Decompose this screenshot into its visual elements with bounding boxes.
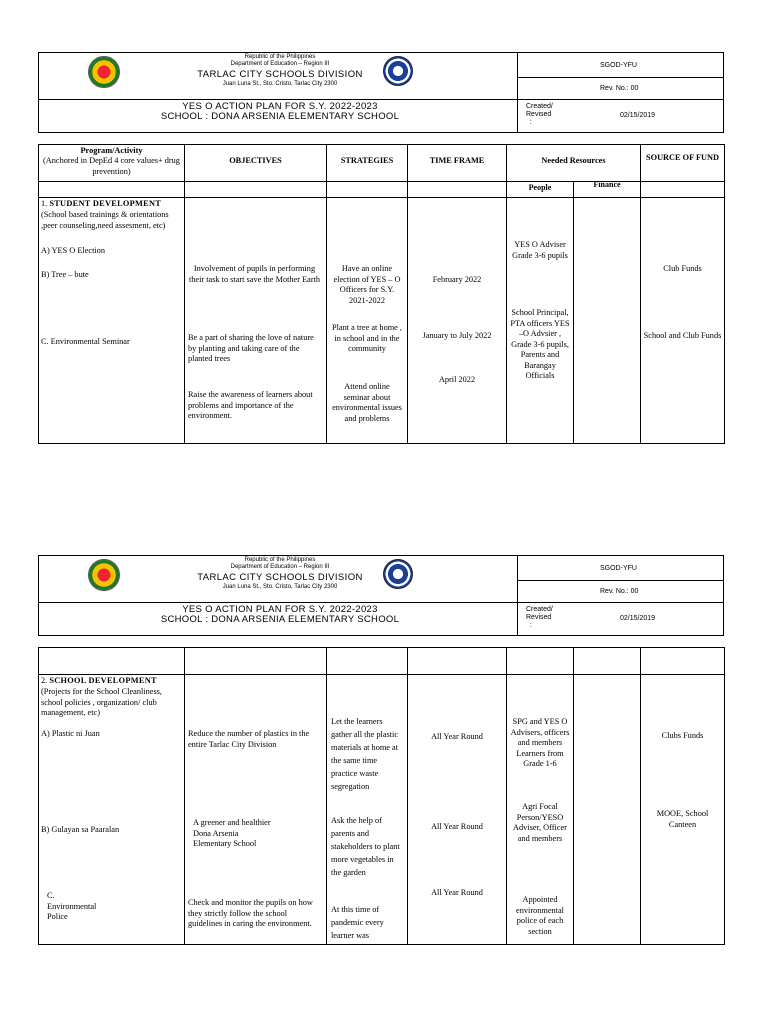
section1-str1: Have an online election of YES – O Officers for S.Y. 2021-2022	[333, 264, 401, 305]
section2-str2: Ask the help of parents and stakeholders to plant more vegetables in the garden	[331, 816, 400, 877]
section1-obj1: Involvement of pupils in performing their task to start save the Mother Earth	[188, 264, 321, 284]
section1-strategies-cell	[327, 198, 408, 444]
header-code: SGOD-YFU	[600, 62, 637, 69]
section2-obj2: A greener and healthier Dona Arsenia Elementary School	[193, 818, 271, 848]
created-date: 02/15/2019	[620, 615, 656, 622]
school-name: SCHOOL : DONA ARSENIA ELEMENTARY SCHOOL	[160, 614, 400, 625]
header-needed-resources: Needed Resources	[507, 145, 641, 182]
section2-people2: Agri Focal Person/YESO Adviser, Officer and members	[513, 802, 567, 843]
header-department: Department of Education – Region III	[230, 61, 330, 67]
section2-strategies-cell	[327, 675, 408, 945]
plan-title: YES O ACTION PLAN FOR S.Y. 2022-2023	[182, 604, 378, 615]
section1-desc: (School based trainings & orientations ,peer counseling,need assesment, etc)	[41, 210, 169, 230]
section2-finance-cell	[574, 675, 641, 945]
header-code: SGOD-YFU	[600, 565, 637, 572]
header-objectives: OBJECTIVES	[185, 145, 327, 182]
section2-time1: All Year Round	[431, 732, 483, 741]
section1-time3: April 2022	[438, 375, 476, 384]
section1-finance-cell	[574, 198, 641, 444]
section2-program-cell: 2. SCHOOL DEVELOPMENT (Projects for the School Cleanliness, school policies , organization/ club management, etc) A) Plastic ni Juan B) Gulayan sa Paaralan C. Environmental Police	[39, 675, 185, 945]
section2-fund-cell	[641, 675, 725, 945]
deped-division-seal	[88, 56, 120, 88]
section2-people1: SPG and YES O Advisers, officers and members Learners from Grade 1-6	[510, 717, 570, 768]
header-address: Juan Luna St., Sto. Cristo, Tarlac City 2300	[222, 584, 338, 590]
page2-header-divider	[517, 555, 518, 603]
header-rev: Rev. No.: 00	[600, 85, 639, 92]
header-program: Program/Activity (Anchored in DepEd 4 core values+ drug prevention)	[39, 145, 185, 182]
section1-obj2: Be a part of sharing the love of nature by planting and taking care of the planted trees	[188, 333, 314, 363]
section1-fund2: School and Club Funds	[643, 331, 722, 340]
section1-time1: February 2022	[432, 275, 482, 284]
section2-people-cell	[507, 675, 574, 945]
section2-time3: All Year Round	[431, 888, 483, 897]
header-division: TARLAC CITY SCHOOLS DIVISION	[197, 69, 363, 80]
section2-str3: At this time of pandemic every learner was	[331, 905, 384, 940]
page2-title-divider	[517, 602, 518, 636]
header-people: People	[507, 182, 574, 198]
section1-objectives-cell	[185, 198, 327, 444]
header-address: Juan Luna St., Sto. Cristo, Tarlac City 2300	[222, 81, 338, 87]
action-plan-table-2	[38, 647, 725, 945]
page1-header-divider	[517, 52, 518, 100]
section1-str3: Attend online seminar about environmental issues and problems	[332, 382, 402, 423]
section2-obj3: Check and monitor the pupils on how they strictly follow the school guidelines in caring the environment.	[188, 898, 313, 928]
section1-people-cell	[507, 198, 574, 444]
deped-division-seal	[88, 559, 120, 591]
section1-item-c: C. Environmental Seminar	[41, 337, 130, 346]
section1-item-a: A) YES O Election	[41, 246, 105, 255]
plan-title: YES O ACTION PLAN FOR S.Y. 2022-2023	[182, 101, 378, 112]
school-name: SCHOOL : DONA ARSENIA ELEMENTARY SCHOOL	[160, 111, 400, 122]
header-rev: Rev. No.: 00	[600, 588, 639, 595]
section1-people1: YES O Adviser Grade 3-6 pupils	[512, 240, 568, 260]
section2-obj1: Reduce the number of plastics in the entire Tarlac City Division	[188, 729, 310, 749]
section2-fund2: MOOE, School Canteen	[656, 809, 709, 829]
section1-fund-cell	[641, 198, 725, 444]
section2-str1: Let the learners gather all the plastic materials at home at the same time practice waste segregation	[331, 717, 399, 791]
section2-item-a: A) Plastic ni Juan	[41, 729, 100, 738]
section2-people3: Appointed environmental police of each section	[516, 895, 564, 936]
section1-fund1: Club Funds	[663, 264, 702, 273]
section1-people2: School Principal, PTA officers YES –O Advsier , Grade 3-6 pupils, Parents and Barangay Officials	[510, 308, 570, 380]
section1-time-cell	[408, 198, 507, 444]
section2-time-cell	[408, 675, 507, 945]
section1-time2: January to July 2022	[422, 331, 492, 340]
section2-item-b: B) Gulayan sa Paaralan	[41, 825, 120, 834]
header-division: TARLAC CITY SCHOOLS DIVISION	[197, 572, 363, 583]
header-strategies: STRATEGIES	[327, 145, 408, 182]
section2-fund1: Clubs Funds	[661, 731, 704, 740]
section2-time2: All Year Round	[431, 822, 483, 831]
created-label: Created/ Revised :	[526, 606, 553, 629]
created-date: 02/15/2019	[620, 112, 656, 119]
header-finance: Finance	[574, 182, 641, 198]
section2-title: SCHOOL DEVELOPMENT	[49, 676, 157, 685]
section2-item-c: C. Environmental Police	[47, 891, 97, 921]
section1-item-b: B) Tree – bute	[41, 270, 89, 279]
created-label: Created/ Revised :	[526, 103, 553, 126]
section2-objectives-cell	[185, 675, 327, 945]
section2-desc: (Projects for the School Cleanliness, school policies , organization/ club management, etc)	[41, 687, 162, 717]
header-time-frame: TIME FRAME	[408, 145, 507, 182]
section1-title: STUDENT DEVELOPMENT	[49, 199, 162, 208]
action-plan-table-1	[38, 144, 725, 444]
header-republic: Republic of the Philippines	[244, 54, 316, 60]
page2-header-right-line	[517, 580, 724, 581]
page1-title-divider	[517, 99, 518, 133]
page1-header-right-line	[517, 77, 724, 78]
section1-obj3: Raise the awareness of learners about problems and importance of the environment.	[188, 390, 313, 420]
header-republic: Republic of the Philippines	[244, 557, 316, 563]
section1-program-cell: 1. STUDENT DEVELOPMENT (School based trainings & orientations ,peer counseling,need assesment, etc) A) YES O Election B) Tree – bute C. Environmental Seminar	[39, 198, 185, 444]
section1-str2: Plant a tree at home , in school and in the community	[331, 323, 403, 353]
header-source-of-fund: SOURCE OF FUND	[641, 145, 725, 182]
header-department: Department of Education – Region III	[230, 564, 330, 570]
